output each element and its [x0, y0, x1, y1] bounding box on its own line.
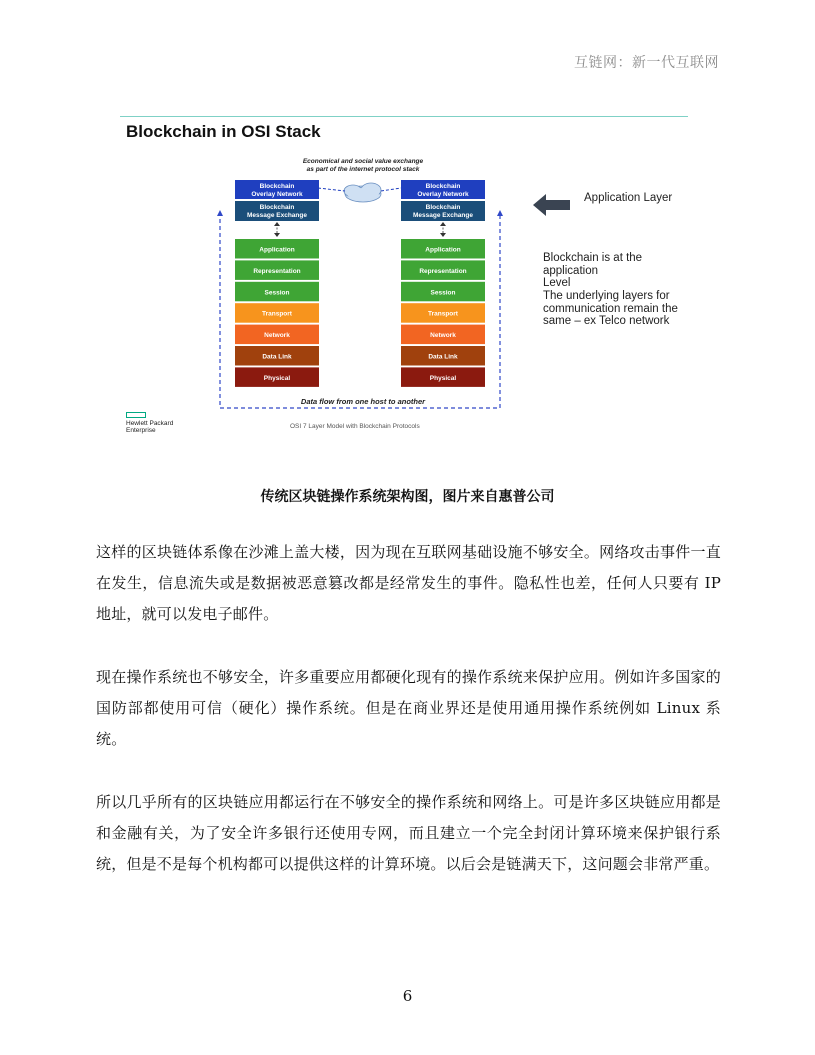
right-overlay-label-1: Blockchain	[425, 183, 461, 190]
application-layer-label: Application Layer	[584, 192, 673, 204]
figure-title: Blockchain in OSI Stack	[126, 122, 321, 141]
side-note-1-line-2: Level	[543, 277, 571, 289]
top-annotation-1: Economical and social value exchange	[302, 158, 424, 165]
left-msg-label-2: Message Exchange	[247, 212, 307, 219]
page-number: 6	[402, 987, 413, 1005]
hpe-logo-line-1: Hewlett Packard	[126, 420, 174, 427]
paragraph-1: 这样的区块链体系像在沙滩上盖大楼，因为现在互联网基础设施不够安全。网络攻击事件一直在发生，信息流失或是数据被恶意篡改都是经常发生的事件。隐私性也差，任何人只要有 IP 地址，就可以发电子邮件。	[96, 543, 721, 623]
left-layer-label: Application	[259, 246, 295, 254]
header-site-title: 互链网：新一代互联网	[574, 55, 719, 71]
side-note-2-line-1: The underlying layers for	[543, 290, 670, 302]
left-layer-label: Representation	[253, 267, 301, 275]
hpe-logo-line-2: Enterprise	[126, 427, 156, 434]
left-up-arrow-icon	[217, 210, 223, 216]
right-layer-label: Network	[430, 332, 456, 340]
right-layer-label: Data Link	[428, 353, 458, 361]
application-layer-arrow-icon	[533, 194, 570, 216]
left-layer-label: Session	[264, 289, 290, 297]
left-layer-label: Transport	[262, 310, 292, 318]
left-layer-label: Data Link	[262, 353, 292, 361]
side-note-1-line-1: Blockchain is at the application	[543, 252, 643, 277]
right-overlay-label-2: Overlay Network	[417, 191, 469, 198]
right-layer-label: Application	[425, 246, 461, 254]
right-msg-label-1: Blockchain	[425, 204, 461, 211]
side-note-2-line-3: same – ex Telco network	[543, 315, 670, 327]
right-layer-stack	[401, 239, 485, 387]
figure-image-caption: OSI 7 Layer Model with Blockchain Protocols	[290, 423, 420, 430]
top-annotation-2: as part of the internet protocol stack	[306, 166, 420, 173]
right-up-arrow-icon	[497, 210, 503, 216]
paragraph-3: 所以几乎所有的区块链应用都运行在不够安全的操作系统和网络上。可是许多区块链应用都是和金融有关，为了安全许多银行还使用专网，而且建立一个完全封闭计算环境来保护银行系统，但是不是每个机构都可以提供这样的计算环境。以后会是链满天下，这问题会非常严重。	[96, 793, 721, 873]
left-msg-label-1: Blockchain	[259, 204, 295, 211]
hpe-logo-mark	[126, 412, 146, 418]
data-flow-label: Data flow from one host to another	[300, 397, 426, 406]
side-note-underlying-layers	[543, 290, 678, 328]
osi-figure	[120, 112, 690, 442]
left-layer-label: Physical	[263, 374, 291, 382]
left-layer-label: Network	[264, 332, 290, 340]
figure-caption: 传统区块链操作系统架构图，图片来自惠普公司	[260, 489, 555, 505]
right-msg-label-2: Message Exchange	[413, 212, 473, 219]
left-overlay-label-2: Overlay Network	[251, 191, 303, 198]
left-layer-stack	[235, 239, 319, 387]
right-layer-label: Physical	[429, 374, 457, 382]
right-layer-label: Transport	[428, 310, 458, 318]
cloud-icon	[344, 183, 381, 202]
paragraph-2: 现在操作系统也不够安全，许多重要应用都硬化现有的操作系统来保护应用。例如许多国家的国防部都使用可信（硬化）操作系统。但是在商业界还是使用通用操作系统例如 Linux 系统。	[96, 668, 721, 748]
side-note-blockchain-level	[543, 252, 690, 290]
hpe-logo	[126, 412, 173, 434]
side-note-2-line-2: communication remain the	[543, 302, 678, 315]
left-overlay-label-1: Blockchain	[259, 183, 295, 190]
right-layer-label: Representation	[419, 267, 467, 275]
right-layer-label: Session	[430, 289, 456, 297]
